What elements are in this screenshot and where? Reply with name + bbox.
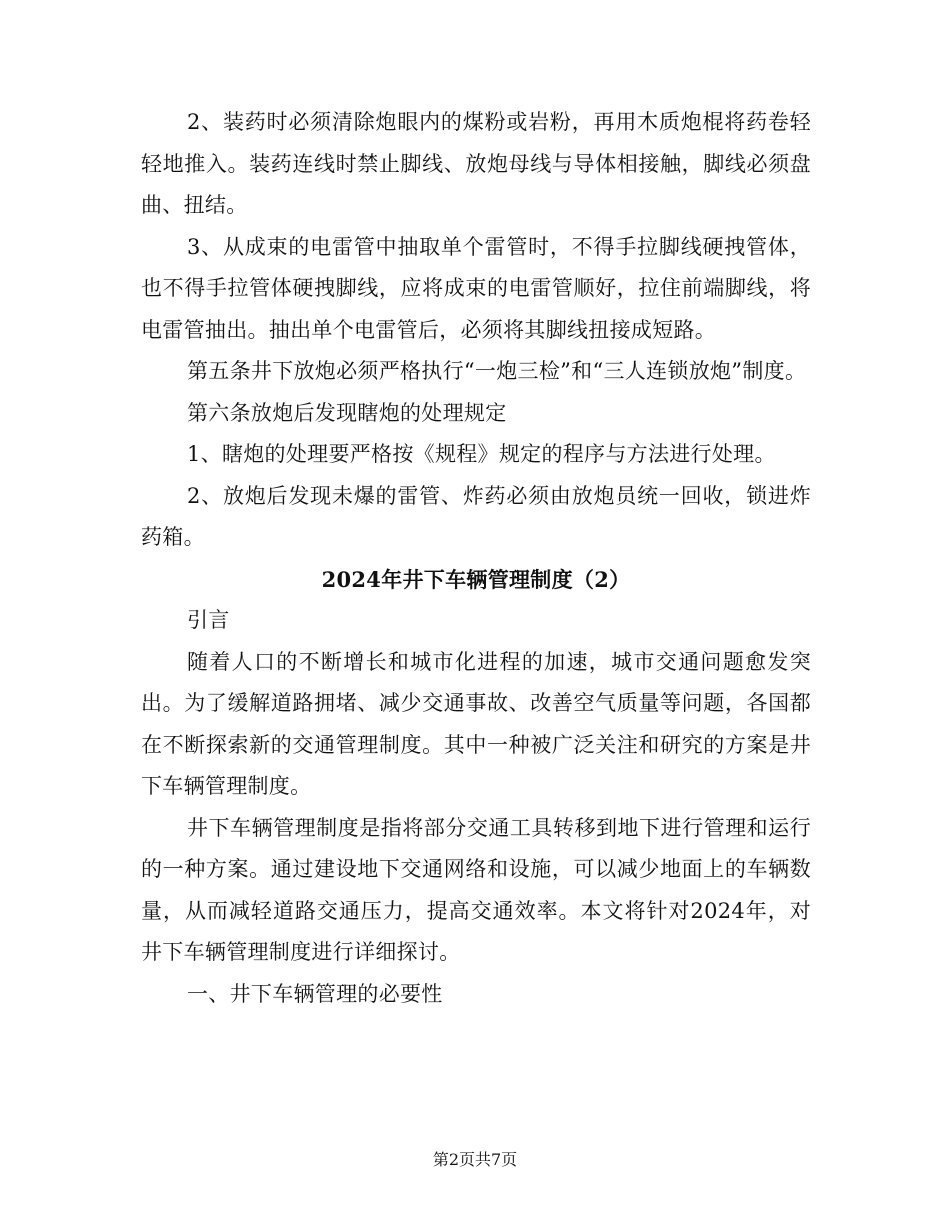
paragraph-loading-rules: 2、装药时必须清除炮眼内的煤粉或岩粉，再用木质炮棍将药卷轻轻地推入。装药连线时禁止脚线、放炮母线与导体相接触，脚线必须盘曲、扭结。: [141, 110, 811, 217]
page-footer: 第2页共7页: [432, 1150, 518, 1169]
section-title: 2024年井下车辆管理制度（2）: [321, 566, 631, 592]
document-body: [141, 102, 811, 1015]
paragraph-introduction-heading: 引言: [187, 608, 230, 632]
paragraph-article-5: 第五条井下放炮必须严格执行“一炮三检”和“三人连锁放炮”制度。: [187, 359, 807, 383]
paragraph-underground-definition: 井下车辆管理制度是指将部分交通工具转移到地下进行管理和运行的一种方案。通过建设地下交通网络和设施，可以减少地面上的车辆数量，从而减轻道路交通压力，提高交通效率。本文将针对2024年，对井下车辆管理制度进行详细探讨。: [141, 815, 811, 964]
paragraph-unexploded-recovery: 2、放炮后发现未爆的雷管、炸药必须由放炮员统一回收，锁进炸药箱。: [141, 483, 811, 549]
paragraph-detonator-extraction: 3、从成束的电雷管中抽取单个雷管时，不得手拉脚线硬拽管体，也不得手拉管体硬拽脚线，应将成束的电雷管顺好，拉住前端脚线，将电雷管抽出。抽出单个电雷管后，必须将其脚线扭接成短路。: [141, 234, 811, 342]
paragraph-section-one-heading: 一、井下车辆管理的必要性: [187, 981, 443, 1006]
paragraph-misfire-handling: 1、瞎炮的处理要严格按《规程》规定的程序与方法进行处理。: [187, 442, 776, 466]
paragraph-urban-traffic: 随着人口的不断增长和城市化进程的加速，城市交通问题愈发突出。为了缓解道路拥堵、减少交通事故、改善空气质量等问题，各国都在不断探索新的交通管理制度。其中一种被广泛关注和研究的方案是井下车辆管理制度。: [141, 649, 811, 798]
paragraph-article-6-heading: 第六条放炮后发现瞎炮的处理规定: [187, 400, 507, 425]
